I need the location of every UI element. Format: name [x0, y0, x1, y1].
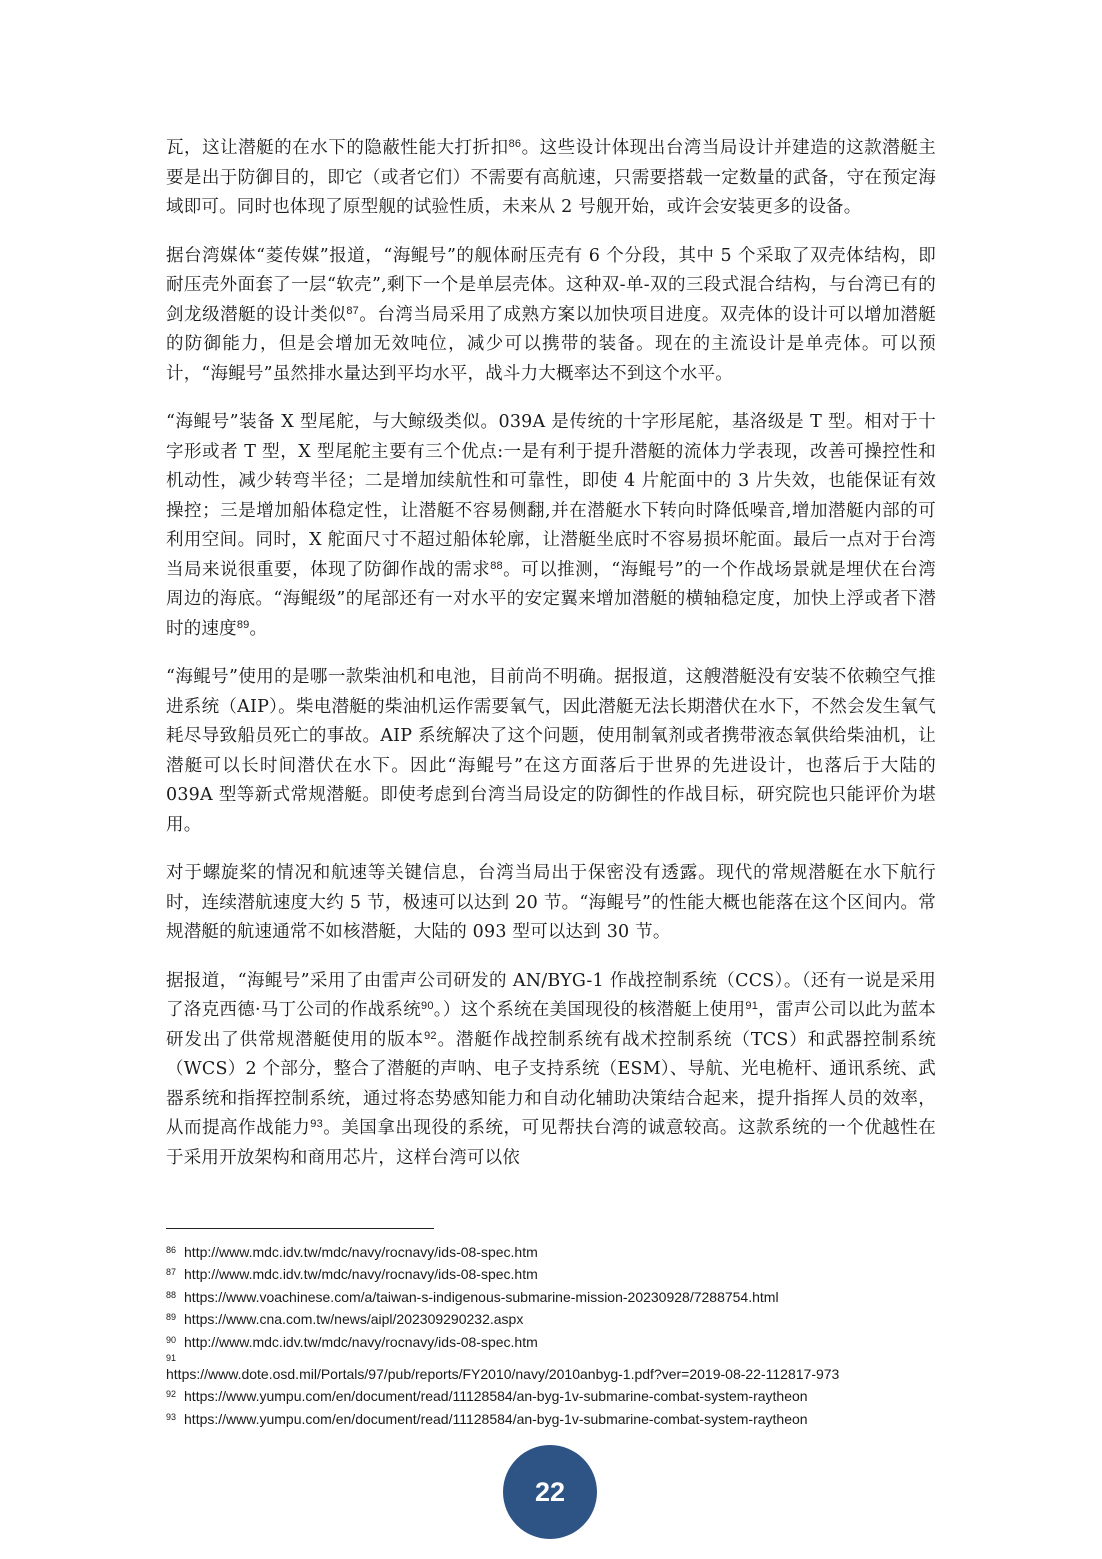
- footnote-ref[interactable]: 86: [508, 138, 522, 150]
- footnote-link[interactable]: http://www.mdc.idv.tw/mdc/navy/rocnavy/ids-08-spec.htm: [184, 1244, 538, 1260]
- footnote-number: 90: [166, 1334, 177, 1345]
- footnote-number: 89: [166, 1312, 177, 1323]
- paragraph-text: 。这些设计体现出台湾当局设计并建造的这款潜艇主要是出于防御目的，即它（或者它们）不需要有高航速，只需要搭载一定数量的武备，守在预定海域即可。同时也体现了原型舰的试验性质，未来从 2 号舰开始，或许会安装更多的设备。: [166, 138, 936, 217]
- footnote-link[interactable]: http://www.mdc.idv.tw/mdc/navy/rocnavy/ids-08-spec.htm: [184, 1333, 538, 1350]
- paragraph: [166, 134, 936, 223]
- footnote-item: [166, 1307, 956, 1329]
- paragraph-text: 。可以推测，“海鲲号”的一个作战场景就是埋伏在台湾周边的海底。“海鲲级”的尾部还有一对水平的安定翼来增加潜艇的横轴稳定度，加快上浮或者下潜时的速度: [166, 559, 936, 639]
- paragraph: [166, 408, 936, 644]
- footnote-ref[interactable]: 91: [745, 1000, 759, 1012]
- paragraph-text: “海鲲号”使用的是哪一款柴油机和电池，目前尚不明确。据报道，这艘潜艇没有安装不依赖空气推进系统（AIP）。柴电潜艇的柴油机运作需要氧气，因此潜艇无法长期潜伏在水下，不然会发生氧气耗尽导致船员死亡的事故。AIP 系统解决了这个问题，使用制氧剂或者携带液态氧供给柴油机，让潜艇可以长时间潜伏在水下。因此“海鲲号”在这方面落后于世界的先进设计，也落后于大陆的 039A 型等新式常规潜艇。即使考虑到台湾当局设定的防御性的作战目标，研究院也只能评价为堪用。: [166, 667, 936, 835]
- footnote-item: [166, 1240, 956, 1262]
- paragraph-text: “海鲲号”装备 X 型尾舵，与大鲸级类似。039A 是传统的十字形尾舵，基洛级是 T 型。相对于十字形或者 T 型，X 型尾舵主要有三个优点:一是有利于提升潜艇的流体力学表现，改善可操控性和机动性，减少转弯半径；二是增加续航性和可靠性，即使 4 片舵面中的 3 片失效，也能保证有效操控；三是增加船体稳定性，让潜艇不容易侧翻,并在潜艇水下转向时降低噪音,增加潜艇内部的可利用空间。同时，X 舵面尺寸不超过船体轮廓，让潜艇坐底时不容易损坏舵面。最后一点对于台湾当局来说很重要，体现了防御作战的需求: [166, 412, 936, 580]
- footnote-ref[interactable]: 93: [310, 1118, 323, 1130]
- footnote-item: [166, 1285, 956, 1307]
- paragraph-text: 。美国拿出现役的系统，可见帮扶台湾的诚意较高。这款系统的一个优越性在于采用开放架构和商用芯片，这样台湾可以依: [166, 1118, 936, 1168]
- paragraph-text: 据报道，“海鲲号”采用了由雷声公司研发的 AN/BYG-1 作战控制系统（CCS）。（还有一说是采用了洛克西德·马丁公司的作战系统: [166, 970, 936, 1020]
- footnote-item: [166, 1262, 956, 1284]
- footnotes: [166, 1240, 956, 1429]
- page-number: 22: [534, 1476, 566, 1507]
- footnote-link[interactable]: https://www.voachinese.com/a/taiwan-s-indigenous-submarine-mission-20230928/7288754.html: [184, 1288, 779, 1305]
- paragraph-text: 。: [249, 618, 268, 639]
- footnote-item: [166, 1407, 956, 1429]
- paragraph: [166, 242, 936, 390]
- paragraph: [166, 859, 936, 948]
- footnote-number: 93: [166, 1411, 177, 1422]
- footnote-ref[interactable]: 89: [236, 618, 250, 631]
- footnote-number: 86: [166, 1245, 177, 1255]
- footnote-link[interactable]: http://www.mdc.idv.tw/mdc/navy/rocnavy/ids-08-spec.htm: [184, 1266, 538, 1283]
- footnote-item: [166, 1384, 956, 1406]
- footnote-item: [166, 1330, 956, 1352]
- footnote-link[interactable]: https://www.dote.osd.mil/Portals/97/pub/reports/FY2010/navy/2010anbyg-1.pdf?ver=2019-08-22-112817-973: [166, 1366, 840, 1383]
- footnote-number: 92: [166, 1389, 177, 1400]
- footnote-ref[interactable]: 88: [490, 559, 503, 572]
- paragraph: [166, 967, 936, 1174]
- paragraph: [166, 663, 936, 840]
- paragraph-text: ，雷声公司以此为蓝本研发出了供常规潜艇使用的版本: [166, 1000, 937, 1050]
- paragraph-text: 。潜艇作战控制系统有战术控制系统（TCS）和武器控制系统（WCS）2 个部分，整合了潜艇的声呐、电子支持系统（ESM）、导航、光电桅杆、通讯系统、武器系统和指挥控制系统，通过将态势感知能力和自动化辅助决策结合起来，提升指挥人员的效率，从而提高作战能力: [166, 1029, 936, 1138]
- body-text: [166, 134, 936, 1192]
- footnote-number: 88: [166, 1289, 177, 1300]
- paragraph-text: 瓦，这让潜艇的在水下的隐蔽性能大打折扣: [166, 138, 509, 158]
- footnote-number: 91: [166, 1353, 177, 1364]
- footnote-link[interactable]: https://www.yumpu.com/en/document/read/11128584/an-byg-1v-submarine-combat-system-raytheon: [184, 1388, 808, 1405]
- footnote-link[interactable]: https://www.cna.com.tw/news/aipl/202309290232.aspx: [184, 1311, 524, 1328]
- footnote-ref[interactable]: 92: [424, 1029, 437, 1042]
- footnote-number: 87: [166, 1267, 177, 1278]
- footnote-divider: [166, 1228, 434, 1229]
- footnote-ref[interactable]: 90: [421, 1000, 434, 1012]
- page-number-badge: [503, 1445, 597, 1539]
- paragraph-text: 据台湾媒体“菱传媒”报道，“海鲲号”的舰体耐压壳有 6 个分段，其中 5 个采取了双壳体结构，即耐压壳外面套了一层“软壳”,剩下一个是单层壳体。这种双-单-双的三段式混合结构，与台湾已有的剑龙级潜艇的设计类似: [166, 245, 936, 325]
- paragraph-text: 。台湾当局采用了成熟方案以加快项目进度。双壳体的设计可以增加潜艇的防御能力，但是会增加无效吨位，减少可以携带的装备。现在的主流设计是单壳体。可以预计，“海鲲号”虽然排水量达到平均水平，战斗力大概率达不到这个水平。: [166, 304, 936, 384]
- footnote-item: [166, 1352, 956, 1384]
- paragraph-text: 。）这个系统在美国现役的核潜艇上使用: [433, 1000, 746, 1020]
- paragraph-text: 对于螺旋桨的情况和航速等关键信息，台湾当局出于保密没有透露。现代的常规潜艇在水下航行时，连续潜航速度大约 5 节，极速可以达到 20 节。“海鲲号”的性能大概也能落在这个区间内。常规潜艇的航速通常不如核潜艇，大陆的 093 型可以达到 30 节。: [166, 863, 936, 942]
- footnote-link[interactable]: https://www.yumpu.com/en/document/read/11128584/an-byg-1v-submarine-combat-system-raytheon: [184, 1410, 808, 1427]
- footnote-ref[interactable]: 87: [346, 304, 359, 317]
